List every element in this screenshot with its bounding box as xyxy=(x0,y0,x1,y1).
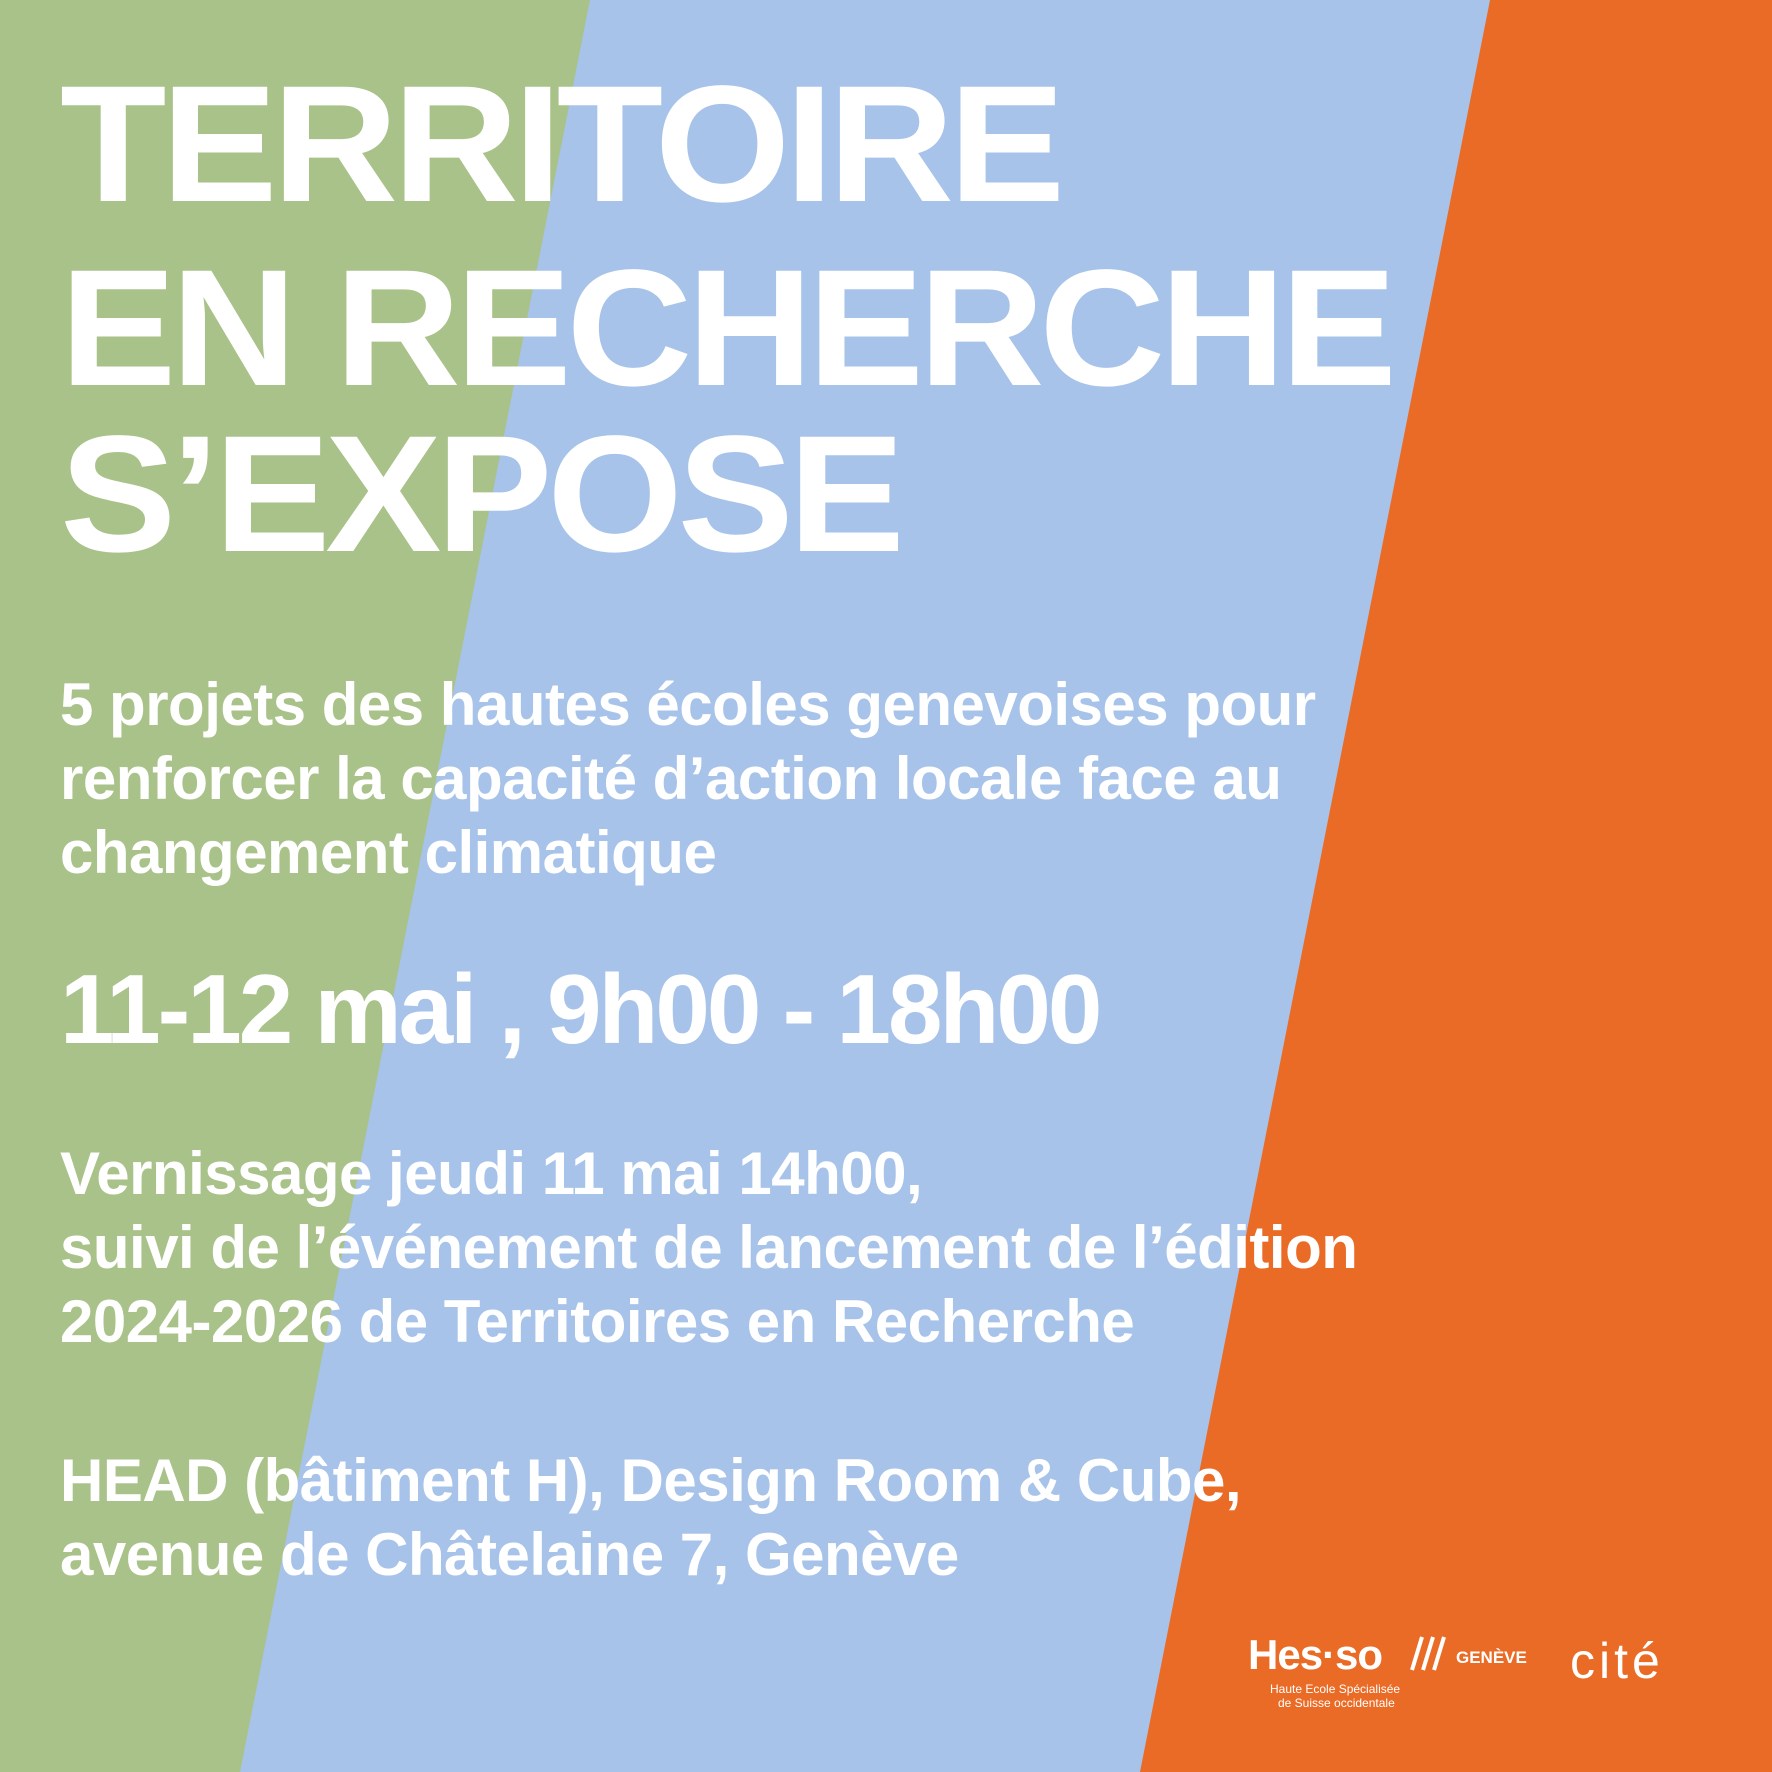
venue-line-1: HEAD (bâtiment H), Design Room & Cube, xyxy=(60,1447,1242,1514)
hes-so-tagline-1: Haute Ecole Spécialisée xyxy=(1270,1682,1401,1696)
subtitle-line-1: 5 projets des hautes écoles genevoises pour xyxy=(60,671,1316,738)
subtitle-line-3: changement climatique xyxy=(60,819,717,886)
cite-logo xyxy=(1570,1633,1706,1689)
venue-address xyxy=(60,1444,1241,1592)
vernissage-line-2: suivi de l’événement de lancement de l’édition xyxy=(60,1214,1358,1281)
title-line-1: TERRITOIRE xyxy=(60,52,1060,237)
hes-so-slashes-icon xyxy=(1406,1634,1454,1674)
subtitle-line-2: renforcer la capacité d’action locale face au xyxy=(60,745,1282,812)
vernissage-info xyxy=(60,1137,1357,1359)
venue-line-2: avenue de Châtelaine 7, Genève xyxy=(60,1521,959,1588)
title-line-2: EN RECHERCHE xyxy=(60,236,1392,421)
subtitle xyxy=(60,668,1316,890)
vernissage-line-3: 2024-2026 de Territoires en Recherche xyxy=(60,1288,1135,1355)
title-line-3: S’EXPOSE xyxy=(60,402,900,587)
hes-so-wordmark: Hes·so xyxy=(1248,1631,1383,1678)
hes-so-region: GENÈVE xyxy=(1456,1648,1527,1667)
hes-so-tagline-2: de Suisse occidentale xyxy=(1278,1696,1395,1710)
hes-so-geneve-logo xyxy=(1248,1631,1527,1714)
vernissage-line-1: Vernissage jeudi 11 mai 14h00, xyxy=(60,1140,923,1207)
cite-wordmark: cité xyxy=(1570,1633,1664,1689)
event-dates: 11-12 mai , 9h00 - 18h00 xyxy=(60,954,1100,1064)
